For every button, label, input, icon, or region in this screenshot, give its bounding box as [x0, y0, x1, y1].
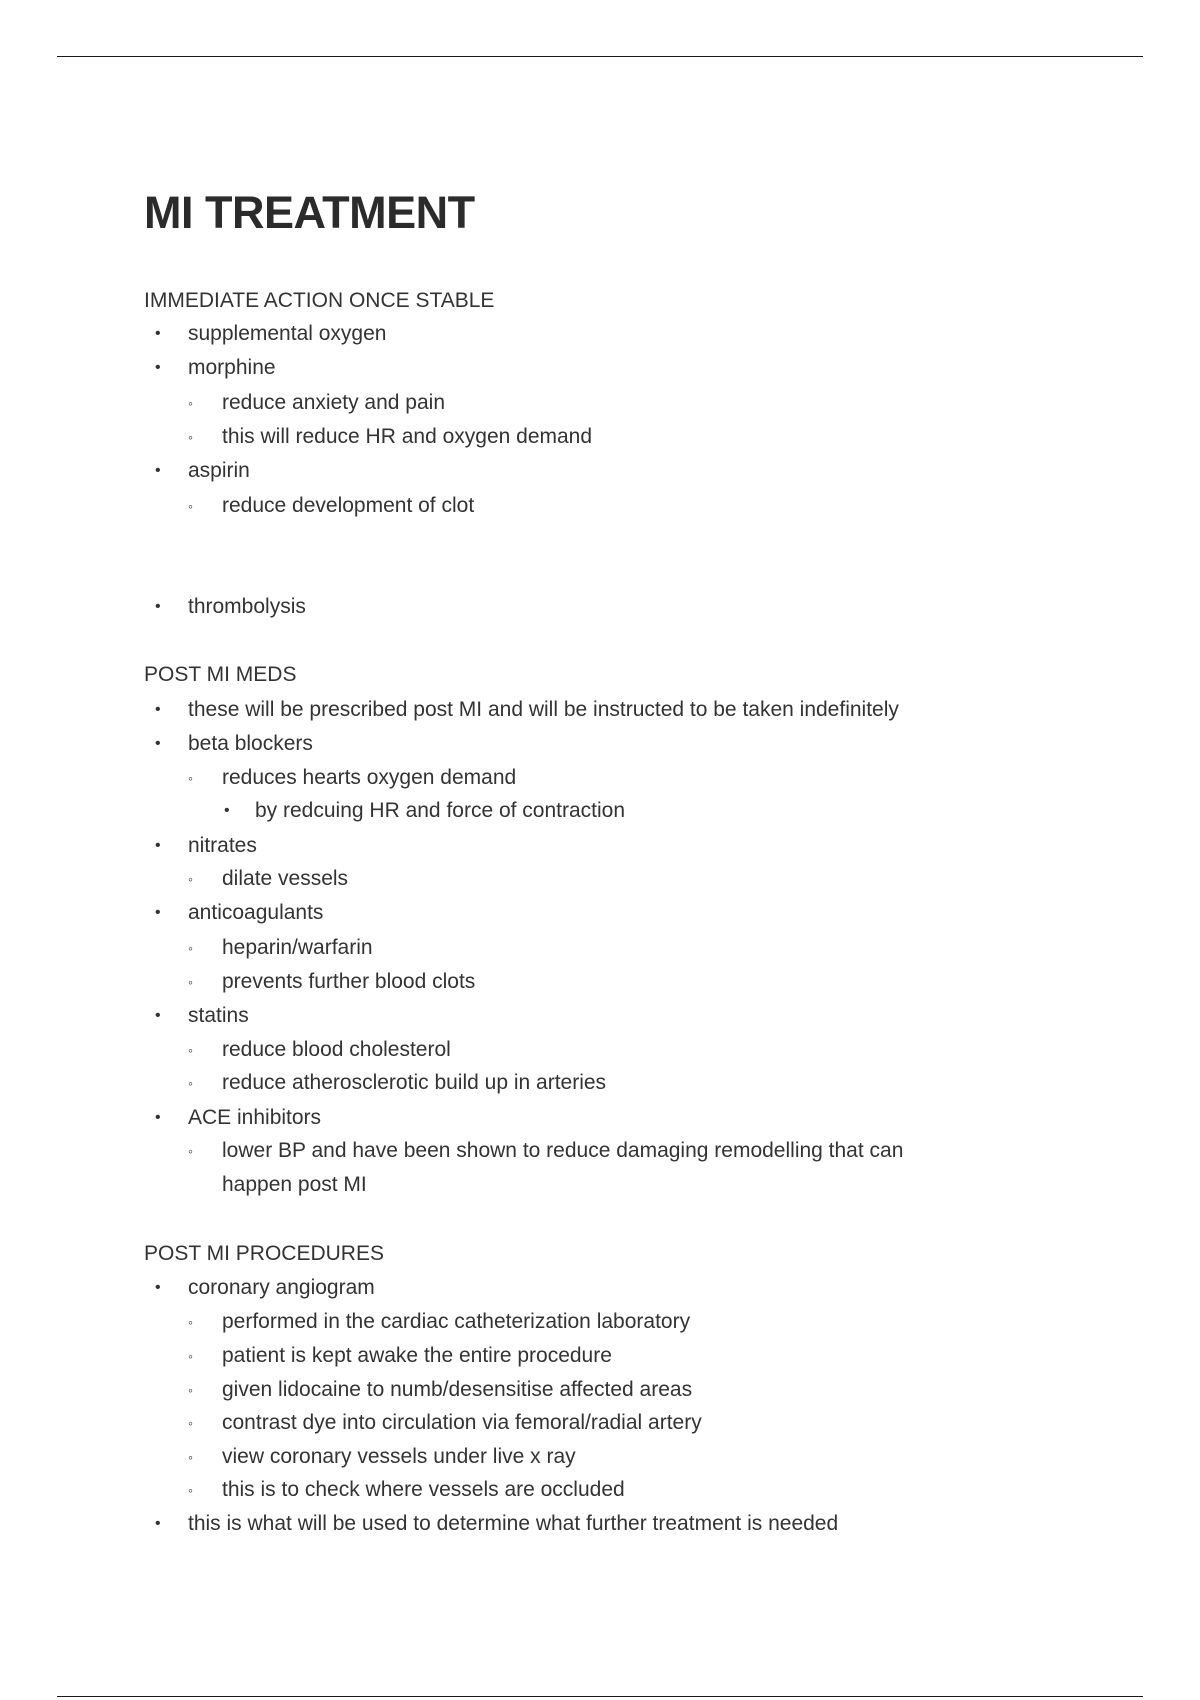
hollow-bullet-icon: ◦ [188, 429, 193, 445]
list-item: prevents further blood clots [222, 970, 476, 993]
list-item: lower BP and have been shown to reduce damaging remodelling that can [222, 1139, 904, 1162]
list-item: ACE inhibitors [188, 1106, 322, 1129]
list-item: performed in the cardiac catheterization laboratory [222, 1310, 691, 1333]
bullet-icon: • [155, 462, 161, 479]
hollow-bullet-icon: ◦ [188, 1314, 193, 1330]
list-item: dilate vessels [222, 867, 349, 890]
bullet-icon: • [155, 359, 161, 376]
hollow-bullet-icon: ◦ [188, 1075, 193, 1091]
hollow-bullet-icon: ◦ [188, 1482, 193, 1498]
bullet-icon: • [155, 701, 161, 718]
bullet-icon: • [155, 1515, 161, 1532]
list-item: nitrates [188, 834, 257, 857]
list-item-continuation: happen post MI [222, 1173, 367, 1196]
section-heading: IMMEDIATE ACTION ONCE STABLE [144, 289, 495, 312]
list-item: contrast dye into circulation via femoral/radial artery [222, 1411, 702, 1434]
top-rule [57, 56, 1143, 57]
list-item: these will be prescribed post MI and will be instructed to be taken indefinitely [188, 698, 899, 721]
list-item: beta blockers [188, 732, 313, 755]
section-heading: POST MI PROCEDURES [144, 1242, 384, 1265]
list-item: thrombolysis [188, 595, 306, 618]
list-item: anticoagulants [188, 901, 324, 924]
bullet-icon: • [155, 1007, 161, 1024]
list-item: this is to check where vessels are occluded [222, 1478, 625, 1501]
list-item: reduce development of clot [222, 494, 475, 517]
list-item: statins [188, 1004, 249, 1027]
list-item: morphine [188, 356, 276, 379]
list-item: reduce blood cholesterol [222, 1038, 451, 1061]
list-item: heparin/warfarin [222, 936, 373, 959]
list-item: aspirin [188, 459, 250, 482]
section-heading: POST MI MEDS [144, 663, 297, 686]
list-item: supplemental oxygen [188, 322, 387, 345]
hollow-bullet-icon: ◦ [188, 1348, 193, 1364]
bullet-icon: • [155, 1279, 161, 1296]
list-item: view coronary vessels under live x ray [222, 1445, 576, 1468]
hollow-bullet-icon: ◦ [188, 871, 193, 887]
hollow-bullet-icon: ◦ [188, 1042, 193, 1058]
page-title: MI TREATMENT [144, 187, 475, 238]
list-item: by redcuing HR and force of contraction [255, 799, 626, 822]
hollow-bullet-icon: ◦ [188, 395, 193, 411]
list-item: this will reduce HR and oxygen demand [222, 425, 593, 448]
hollow-bullet-icon: ◦ [188, 1143, 193, 1159]
bullet-icon: • [155, 904, 161, 921]
bullet-icon: • [155, 1109, 161, 1126]
bullet-icon: • [155, 735, 161, 752]
list-item: given lidocaine to numb/desensitise affected areas [222, 1378, 693, 1401]
hollow-bullet-icon: ◦ [188, 1449, 193, 1465]
list-item: reduce atherosclerotic build up in arteries [222, 1071, 607, 1094]
bullet-icon: • [224, 802, 230, 819]
hollow-bullet-icon: ◦ [188, 974, 193, 990]
bullet-icon: • [155, 837, 161, 854]
list-item: reduce anxiety and pain [222, 391, 445, 414]
bullet-icon: • [155, 325, 161, 342]
hollow-bullet-icon: ◦ [188, 1382, 193, 1398]
hollow-bullet-icon: ◦ [188, 1415, 193, 1431]
list-item: this is what will be used to determine what further treatment is needed [188, 1512, 839, 1535]
bullet-icon: • [155, 598, 161, 615]
list-item: patient is kept awake the entire procedure [222, 1344, 612, 1367]
hollow-bullet-icon: ◦ [188, 940, 193, 956]
hollow-bullet-icon: ◦ [188, 498, 193, 514]
list-item: reduces hearts oxygen demand [222, 766, 517, 789]
hollow-bullet-icon: ◦ [188, 770, 193, 786]
list-item: coronary angiogram [188, 1276, 375, 1299]
bottom-rule [57, 1696, 1143, 1697]
